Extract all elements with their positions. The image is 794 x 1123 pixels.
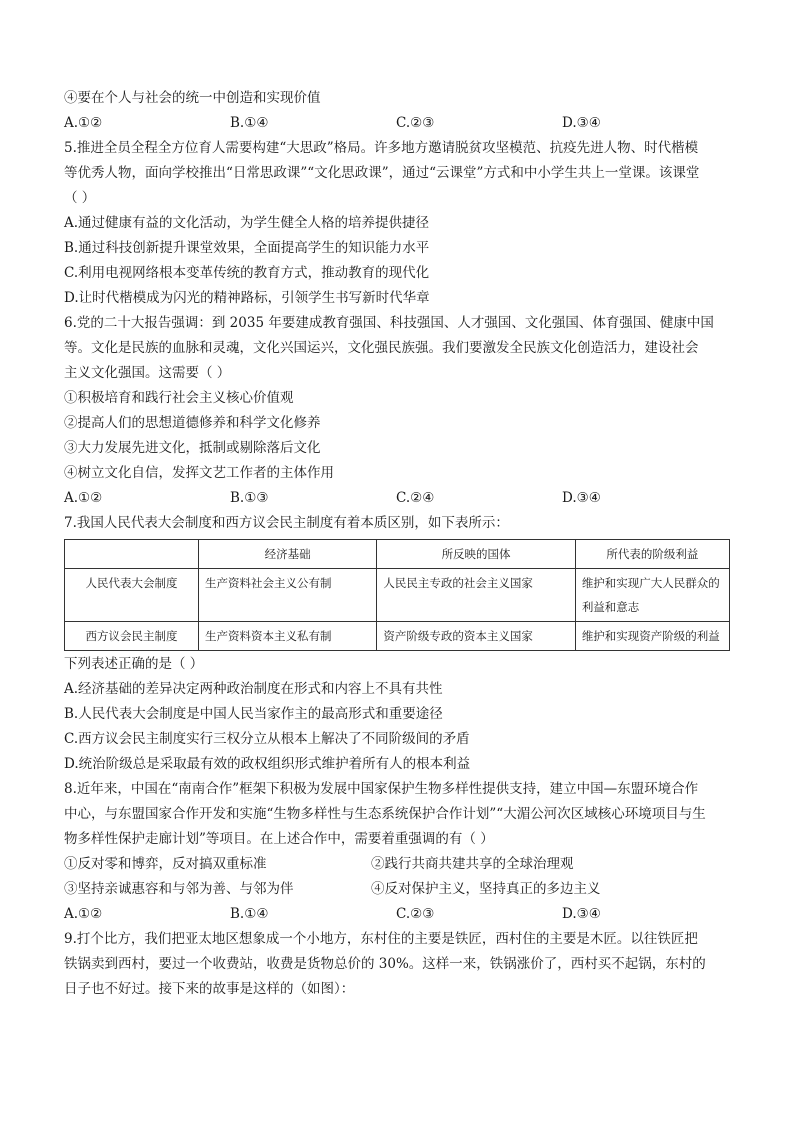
q5-option-b: B.通过科技创新提升课堂效果，全面提高学生的知识能力水平	[64, 240, 430, 256]
prev-item-4: ④要在个人与社会的统一中创造和实现价值	[64, 90, 321, 106]
q8-stem-line-1: 8.近年来，中国在“南南合作”框架下积极为发展中国家保护生物多样性提供支持，建立中国—东盟环境合作	[64, 781, 699, 797]
table-cell: 生产资料社会主义公有制	[199, 569, 377, 622]
table-cell: 维护和实现广大人民群众的利益和意志	[575, 569, 729, 622]
table-header-cell	[65, 540, 199, 569]
table-row	[65, 569, 730, 622]
q4-option-b: B.①④	[230, 115, 269, 131]
q8-option-a: A.①②	[64, 906, 103, 922]
q6-item-1: ①积极培育和践行社会主义核心价值观	[64, 390, 294, 406]
question-7	[64, 511, 730, 777]
q5-option-d: D.让时代楷模成为闪光的精神路标，引领学生书写新时代华章	[64, 290, 430, 306]
q8-item-3: ③坚持亲诚惠容和与邻为善、与邻为伴	[64, 881, 294, 897]
table-header-row	[65, 540, 730, 569]
q5-stem-line-2: 等优秀人物，面向学校推出“日常思政课”“文化思政课”，通过“云课堂”方式和中小学生共上一堂课。该课堂	[64, 165, 700, 181]
q8-items-row-1	[64, 852, 730, 877]
table-header-cell: 所反映的国体	[377, 540, 575, 569]
q7-question: 下列表述正确的是（ ）	[64, 656, 204, 672]
table-cell: 生产资料资本主义私有制	[199, 622, 377, 651]
q6-stem-line-1: 6.党的二十大报告强调：到 2035 年要建成教育强国、科技强国、人才强国、文化强国、体育强国、健康中国	[64, 315, 714, 331]
q6-item-3: ③大力发展先进文化，抵制或剔除落后文化	[64, 440, 321, 456]
q6-stem-line-3: 主义文化强国。这需要（ ）	[64, 365, 231, 381]
q8-option-d: D.③④	[562, 906, 601, 922]
q4-options	[64, 111, 730, 136]
question-6	[64, 311, 730, 511]
q7-option-c: C.西方议会民主制度实行三权分立从根本上解决了不同阶级间的矛盾	[64, 731, 470, 747]
q8-items-row-2	[64, 877, 730, 902]
q6-option-c: C.②④	[396, 490, 435, 506]
table-cell: 西方议会民主制度	[65, 622, 199, 651]
q9-stem-line-3: 日子也不好过。接下来的故事是这样的（如图）：	[64, 981, 355, 997]
question-8	[64, 777, 730, 927]
question-5	[64, 136, 730, 311]
q4-option-a: A.①②	[64, 115, 103, 131]
q8-stem-line-2: 中心，与东盟国家合作开发和实施“生物多样性与生态系统保护合作计划”“大湄公河次区域核心环境项目与生	[64, 806, 706, 822]
question-9	[64, 927, 730, 1002]
q6-option-b: B.①③	[230, 490, 269, 506]
q9-stem-line-1: 9.打个比方，我们把亚太地区想象成一个小地方，东村住的主要是铁匠，西村住的主要是木匠。以往铁匠把	[64, 931, 698, 947]
q8-item-4: ④反对保护主义，坚持真正的多边主义	[371, 881, 601, 897]
table-cell: 人民民主专政的社会主义国家	[377, 569, 575, 622]
q6-option-d: D.③④	[562, 490, 601, 506]
q8-option-c: C.②③	[396, 906, 435, 922]
q4-option-c: C.②③	[396, 115, 435, 131]
q5-option-a: A.通过健康有益的文化活动，为学生健全人格的培养提供捷径	[64, 215, 430, 231]
table-header-cell: 所代表的阶级利益	[575, 540, 729, 569]
table-header-cell: 经济基础	[199, 540, 377, 569]
q4-option-d: D.③④	[562, 115, 601, 131]
q6-options	[64, 486, 730, 511]
q8-stem-line-3: 物多样性保护走廊计划”等项目。在上述合作中，需要着重强调的有（ ）	[64, 831, 494, 847]
q8-item-1: ①反对零和博弈，反对搞双重标准	[64, 856, 267, 872]
table-cell: 人民代表大会制度	[65, 569, 199, 622]
table-cell: 资产阶级专政的资本主义国家	[377, 622, 575, 651]
q7-option-b: B.人民代表大会制度是中国人民当家作主的最高形式和重要途径	[64, 706, 443, 722]
q6-stem-line-2: 等。文化是民族的血脉和灵魂，文化兴国运兴，文化强民族强。我们要激发全民族文化创造活力，建设社会	[64, 340, 699, 356]
q7-option-d: D.统治阶级总是采取最有效的政权组织形式维护着所有人的根本利益	[64, 756, 471, 772]
q6-item-4: ④树立文化自信，发挥文艺工作者的主体作用	[64, 465, 334, 481]
q8-option-b: B.①④	[230, 906, 269, 922]
q9-stem-line-2: 铁锅卖到西村，要过一个收费站，收费是货物总价的 30%。这样一来，铁锅涨价了，西村买不起锅，东村的	[64, 956, 706, 972]
comparison-table	[64, 539, 730, 651]
q6-option-a: A.①②	[64, 490, 103, 506]
q7-stem: 7.我国人民代表大会制度和西方议会民主制度有着本质区别，如下表所示：	[64, 515, 509, 531]
q7-option-a: A.经济基础的差异决定两种政治制度在形式和内容上不具有共性	[64, 681, 443, 697]
q5-stem-line-3: （ ）	[64, 190, 96, 206]
table-row	[65, 622, 730, 651]
table-cell: 维护和实现资产阶级的利益	[575, 622, 729, 651]
exam-page	[64, 86, 730, 1002]
q5-stem-line-1: 5.推进全员全程全方位育人需要构建“大思政”格局。许多地方邀请脱贫攻坚模范、抗疫先进人物、时代楷模	[64, 140, 699, 156]
q8-options	[64, 902, 730, 927]
q6-item-2: ②提高人们的思想道德修养和科学文化修养	[64, 415, 321, 431]
q8-item-2: ②践行共商共建共享的全球治理观	[371, 856, 574, 872]
q5-option-c: C.利用电视网络根本变革传统的教育方式，推动教育的现代化	[64, 265, 430, 281]
